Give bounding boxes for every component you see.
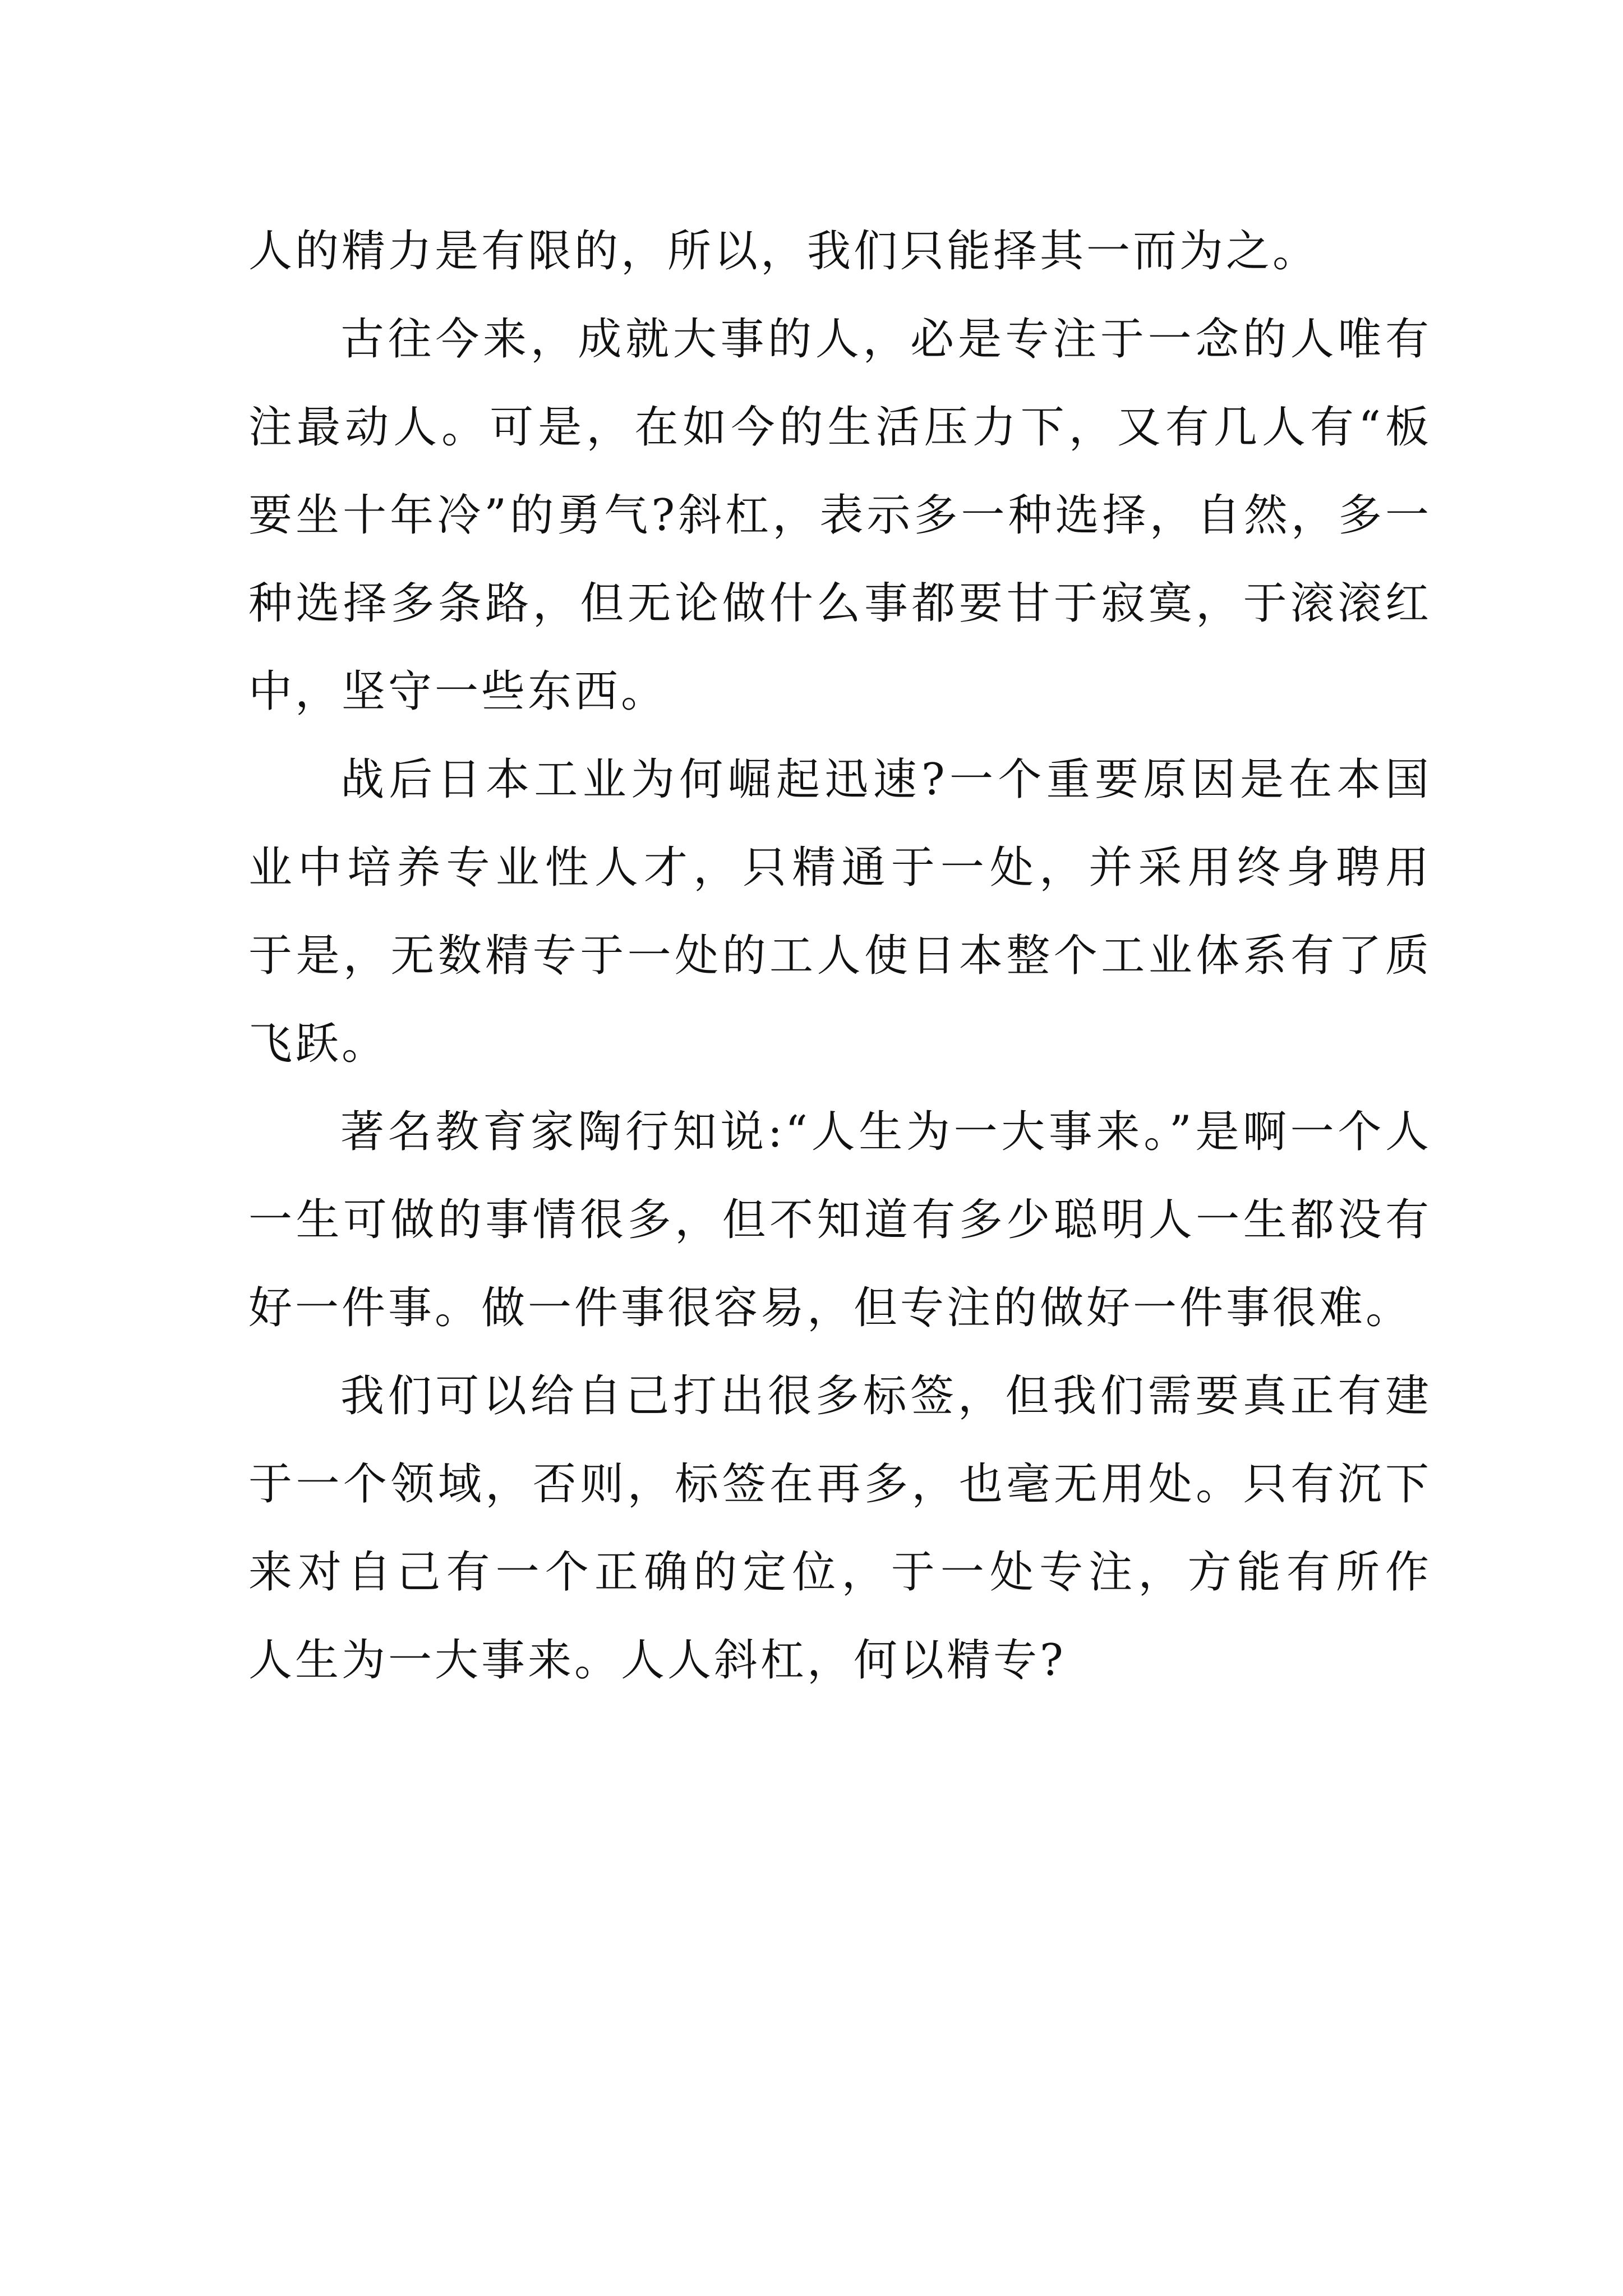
text-line: 于是，无数精专于一处的工人使日本整个工业体系有了质: [248, 931, 1432, 981]
text-line: 注最动人。可是，在如今的生活压力下，又有几人有“板: [248, 402, 1432, 453]
paragraph-first-line: 古往今来，成就大事的人，必是专注于一念的人唯有: [340, 314, 1432, 365]
text-line: 人的精力是有限的，所以，我们只能择其一而为之。: [248, 226, 1320, 277]
text-line: 来对自己有一个正确的定位，于一处专注，方能有所作: [248, 1547, 1432, 1598]
text-line: 中，坚守一些东西。: [248, 666, 668, 717]
paragraph-first-line: 战后日本工业为何崛起迅速?一个重要原因是在本国: [340, 754, 1432, 805]
paragraph-first-line: 著名教育家陶行知说:“人生为一大事来。”是啊一个人: [340, 1107, 1432, 1157]
essay-body: [248, 208, 1432, 1705]
text-line: 一生可做的事情很多，但不知道有多少聪明人一生都没有: [248, 1195, 1432, 1245]
text-line: 业中培养专业性人才，只精通于一处，并采用终身聘用: [248, 843, 1432, 893]
paragraph-first-line: 我们可以给自己打出很多标签，但我们需要真正有建: [340, 1371, 1432, 1421]
text-line: 要坐十年冷”的勇气?斜杠，表示多一种选择，自然，多一: [248, 490, 1432, 541]
text-line: 飞跃。: [248, 1019, 389, 1069]
text-line: 人生为一大事来。人人斜杠，何以精专?: [248, 1635, 1066, 1686]
text-line: 于一个领域，否则，标签在再多，也毫无用处。只有沉下: [248, 1459, 1432, 1510]
text-line: 好一件事。做一件事很容易，但专注的做好一件事很难。: [248, 1283, 1413, 1333]
text-line: 种选择多条路，但无论做什么事都要甘于寂寞，于滚滚红: [248, 578, 1432, 629]
